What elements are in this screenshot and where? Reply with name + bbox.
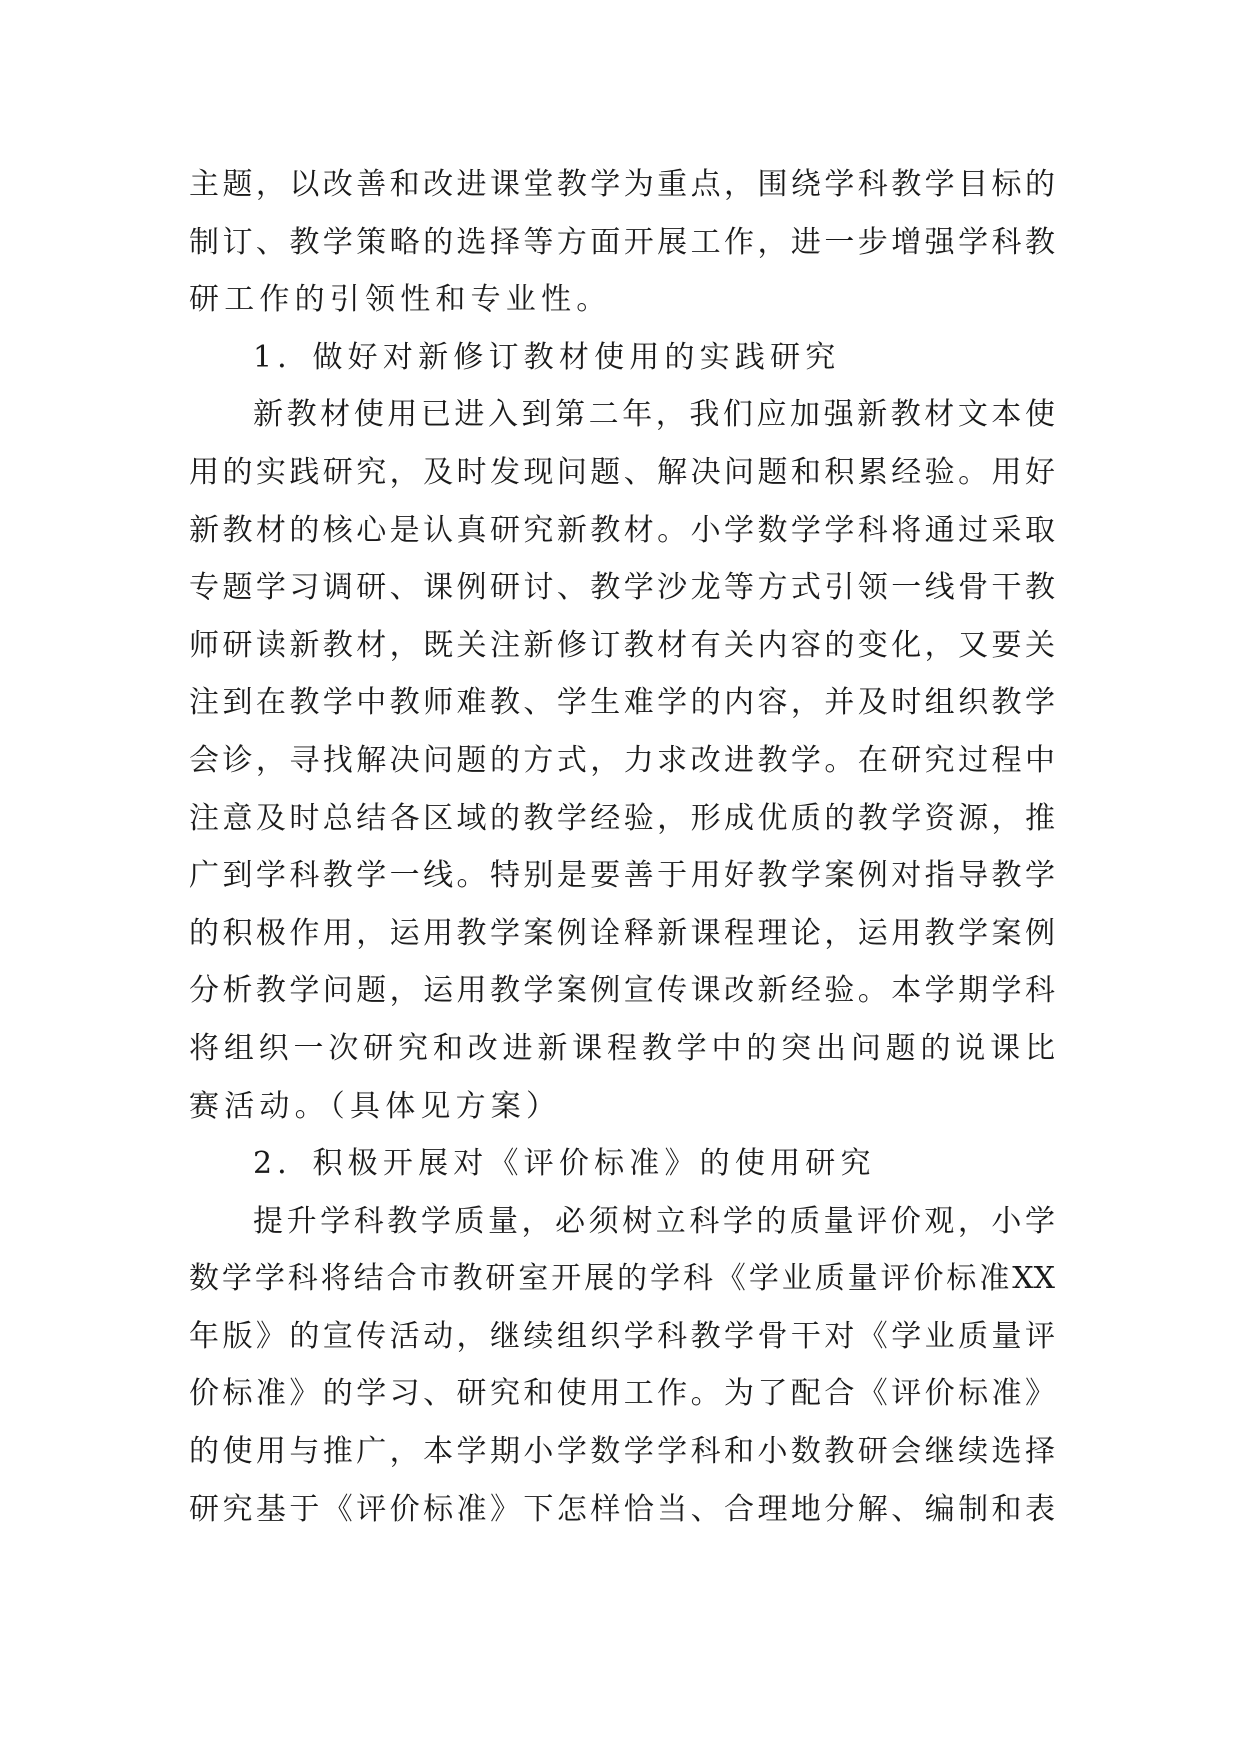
text-line: 1．做好对新修订教材使用的实践研究 bbox=[253, 339, 841, 375]
text-line: 年版》的宣传活动，继续组织学科教学骨干对《学业质量评 bbox=[189, 1318, 1055, 1354]
text-line: 研究基于《评价标准》下怎样恰当、合理地分解、编制和表 bbox=[189, 1491, 1055, 1527]
text-line: 研工作的引领性和专业性。 bbox=[189, 282, 612, 318]
text-line: 的使用与推广，本学期小学数学学科和小数教研会继续选择 bbox=[189, 1434, 1055, 1470]
text-line: 用的实践研究，及时发现问题、解决问题和积累经验。用好 bbox=[189, 454, 1055, 490]
text-line: 价标准》的学习、研究和使用工作。为了配合《评价标准》 bbox=[189, 1376, 1055, 1412]
text-line: 会诊，寻找解决问题的方式，力求改进教学。在研究过程中 bbox=[189, 742, 1055, 778]
text-line: 新教材的核心是认真研究新教材。小学数学学科将通过采取 bbox=[189, 512, 1055, 548]
document-body bbox=[189, 156, 1055, 1538]
text-line: 数学学科将结合市教研室开展的学科《学业质量评价标准XX bbox=[189, 1261, 1055, 1297]
text-line: 分析教学问题，运用教学案例宣传课改新经验。本学期学科 bbox=[189, 973, 1055, 1009]
text-line: 的积极作用，运用教学案例诠释新课程理论，运用教学案例 bbox=[189, 915, 1055, 951]
text-line: 提升学科教学质量，必须树立科学的质量评价观，小学 bbox=[253, 1203, 1055, 1239]
text-line: 注到在教学中教师难教、学生难学的内容，并及时组织教学 bbox=[189, 685, 1055, 721]
text-line: 制订、教学策略的选择等方面开展工作，进一步增强学科教 bbox=[189, 224, 1055, 260]
text-line: 专题学习调研、课例研讨、教学沙龙等方式引领一线骨干教 bbox=[189, 570, 1055, 606]
text-line: 新教材使用已进入到第二年，我们应加强新教材文本使 bbox=[253, 397, 1055, 433]
text-line: 广到学科教学一线。特别是要善于用好教学案例对指导教学 bbox=[189, 858, 1055, 894]
text-line: 将组织一次研究和改进新课程教学中的突出问题的说课比 bbox=[189, 1030, 1055, 1066]
text-line: 2．积极开展对《评价标准》的使用研究 bbox=[253, 1146, 876, 1182]
text-line: 赛活动。（具体见方案） bbox=[189, 1088, 562, 1124]
text-line: 主题，以改善和改进课堂教学为重点，围绕学科教学目标的 bbox=[189, 167, 1055, 202]
text-line: 注意及时总结各区域的教学经验，形成优质的教学资源，推 bbox=[189, 800, 1055, 836]
text-line: 师研读新教材，既关注新修订教材有关内容的变化，又要关 bbox=[189, 627, 1055, 663]
